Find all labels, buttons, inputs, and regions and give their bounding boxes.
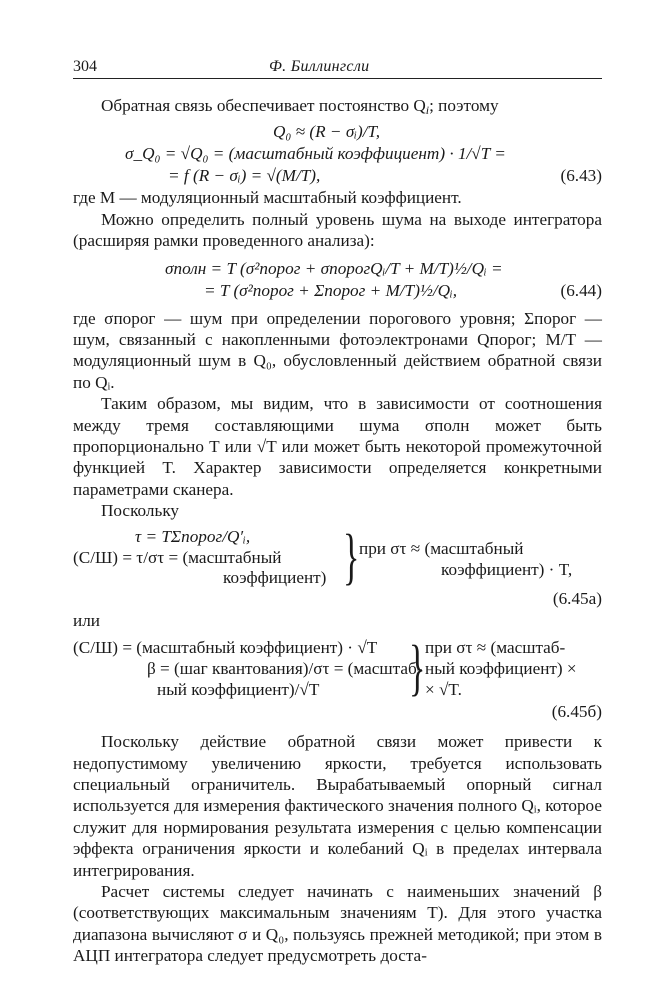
para1-sub: i: [425, 103, 430, 117]
para1-end: ; поэтому: [429, 96, 499, 115]
equation-number-6-45b: (6.45б): [551, 702, 602, 722]
page: [73, 48, 602, 966]
paragraph-5: Таким образом, мы видим, что в зависимости от соотношения между тремя составляющими шума σполн может быть пропорционально T или √T или может быть некоторой промежуточной функцией T. Характер зависимости определяется конкретными параметрами сканера.: [73, 394, 602, 499]
right-brace: }: [343, 522, 360, 591]
equation-6-45a: τ = TΣпорог/Q′ᵢ, (С/Ш) = τ/στ = (масштабный коэффициент) } при στ ≈ (масштабный коэффициент) · T,: [73, 522, 573, 591]
equation-6-43-line-3: = f (R − σᵢ) = √(M/T), (6.43): [168, 166, 602, 186]
equation-number-6-45a: (6.45а): [552, 588, 602, 608]
paragraph-7: Поскольку действие обратной связи может привести к недопустимому увеличению яркости, требуется использовать специальный ограничитель. Вырабатываемый опорный сигнал используется для измерения фактического значения полного Qᵢ, которое служит для нормирования результата измерения с целью компенсации эффекта ограничения яркости и колебаний Qᵢ в пределах интервала интегрирования.: [73, 732, 602, 880]
equation-6-45b: (С/Ш) = (масштабный коэффициент) · √T β = (шаг квантования)/στ = (масштаб- ный коэффициент)/√T } при στ ≈ (масштаб- ный коэффициент) × × √T.: [73, 634, 577, 703]
paragraph-6: Поскольку: [101, 501, 180, 521]
equation-6-43-line-1: Q₀ ≈ (R − σᵢ)/T,: [273, 122, 381, 142]
page-header: [73, 48, 602, 75]
equation-number-6-44: (6.44): [560, 280, 602, 300]
equation-6-44-line-1: σполн = T (σ²порог + σпорогQᵢ/T + M/T)½/Qᵢ =: [165, 258, 503, 278]
equation-number-row-6-45a: [73, 588, 602, 610]
paragraph-3: Можно определить полный уровень шума на выходе интегратора (расширяя рамки проведенного анализа):: [73, 209, 602, 251]
paragraph-2: где M — модуляционный масштабный коэффициент.: [73, 188, 462, 208]
equation-6-44-line-2: = T (σ²порог + Σпорог + M/T)½/Qᵢ, (6.44): [204, 280, 602, 300]
paragraph-8: Расчет системы следует начинать с наименьших значений β (соответствующих максимальным значениям T). Для этого участка диапазона вычисляют σ и Q₀, пользуясь прежней методикой; при этом в АЦП интегратора следует предусмотреть доста-: [73, 881, 602, 966]
paragraph-1: [73, 95, 602, 121]
right-brace-2: }: [409, 634, 426, 703]
or-word: или: [73, 610, 100, 630]
paragraph-4: где σпорог — шум при определении порогового уровня; Σпорог — шум, связанный с накопленными фотоэлектронами Qпорог; M/T — модуляционный шум в Q₀, обусловленный действием обратной связи по Qᵢ.: [73, 308, 602, 392]
equation-number-6-43: (6.43): [560, 166, 602, 186]
equation-number-row-6-45b: [73, 701, 602, 731]
page-body: [73, 95, 602, 967]
page-number: 304: [73, 58, 97, 75]
header-rule: [73, 78, 602, 79]
para1-text: Обратная связь обеспечивает постоянство Q: [101, 96, 426, 115]
running-title: Ф. Биллингсли: [269, 58, 370, 75]
equation-6-43-line-2: σ_Q₀ = √Q₀ = (масштабный коэффициент) · 1/√T =: [125, 144, 506, 164]
